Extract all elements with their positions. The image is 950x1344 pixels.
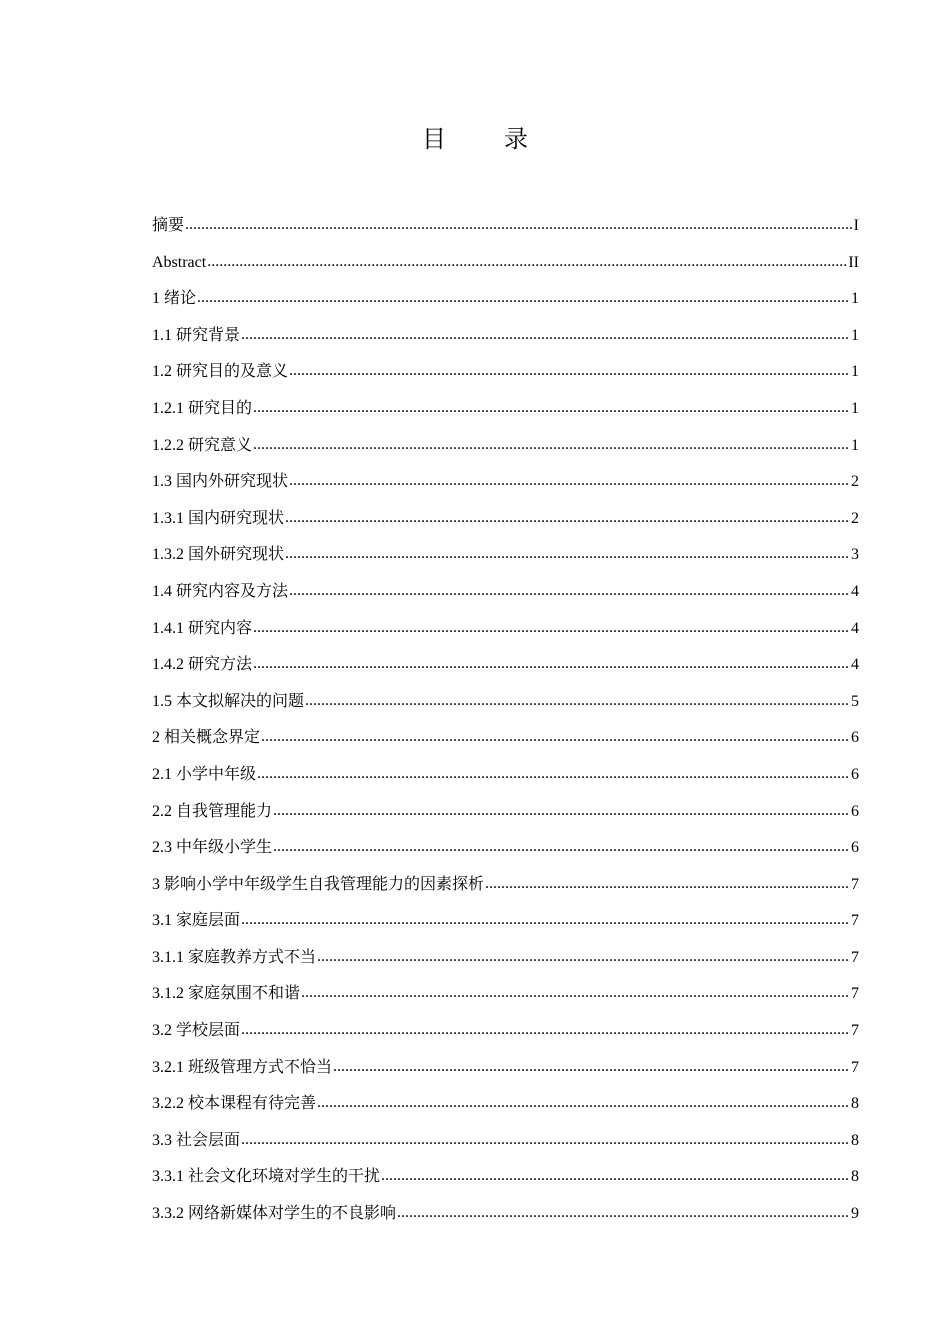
toc-entry-page-number: 3 (851, 546, 859, 564)
toc-entry-label: 3 影响小学中年级学生自我管理能力的因素探析 (152, 875, 485, 893)
toc-entry-label: 1.4.1 研究内容 (152, 619, 253, 637)
toc-leader-dots (253, 390, 850, 427)
toc-entry-page-number: 1 (851, 399, 859, 417)
toc-entry-page-number: 1 (851, 436, 859, 454)
toc-entry[interactable] (152, 720, 859, 757)
toc-entry[interactable] (152, 684, 859, 721)
toc-leader-dots (397, 1195, 850, 1232)
toc-entry-page-number: 7 (851, 1022, 859, 1040)
toc-entry[interactable] (152, 1123, 859, 1160)
toc-entry-page-number: 7 (851, 875, 859, 893)
toc-entry[interactable] (152, 428, 859, 465)
toc-entry-page-number: 4 (851, 619, 859, 637)
toc-entry-label: 1.4.2 研究方法 (152, 656, 253, 674)
toc-entry-page-number: 2 (851, 473, 859, 491)
toc-entry-page-number: 7 (851, 985, 859, 1003)
toc-leader-dots (485, 866, 850, 903)
toc-entry-label: 3.2.2 校本课程有待完善 (152, 1095, 317, 1113)
toc-entry-label: 3.2 学校层面 (152, 1022, 241, 1040)
toc-entry-page-number: 7 (851, 912, 859, 930)
toc-leader-dots (333, 1049, 850, 1086)
toc-leader-dots (185, 207, 853, 244)
toc-entry[interactable] (152, 830, 859, 867)
toc-leader-dots (285, 536, 850, 573)
toc-entry[interactable] (152, 1196, 859, 1233)
toc-entry-label: 1.5 本文拟解决的问题 (152, 692, 305, 710)
toc-entry[interactable] (152, 757, 859, 794)
toc-entry[interactable] (152, 1086, 859, 1123)
toc-entry[interactable] (152, 940, 859, 977)
toc-entry-page-number: 4 (851, 656, 859, 674)
toc-entry-label: 1.2.1 研究目的 (152, 399, 253, 417)
toc-leader-dots (273, 793, 850, 830)
toc-entry[interactable] (152, 903, 859, 940)
toc-entry-label: 1 绪论 (152, 290, 197, 308)
toc-entry[interactable] (152, 208, 859, 245)
toc-entry-page-number: 6 (851, 765, 859, 783)
toc-entry-label: 1.2 研究目的及意义 (152, 363, 289, 381)
toc-entry-page-number: 4 (851, 582, 859, 600)
toc-entry-label: 3.1 家庭层面 (152, 912, 241, 930)
toc-entry-page-number: 6 (851, 802, 859, 820)
toc-entry[interactable] (152, 537, 859, 574)
toc-entry-label: Abstract (152, 253, 207, 271)
toc-leader-dots (261, 719, 850, 756)
toc-leader-dots (381, 1158, 850, 1195)
toc-entry-page-number: I (853, 217, 859, 234)
toc-leader-dots (317, 939, 850, 976)
toc-leader-dots (241, 1012, 850, 1049)
toc-entry[interactable] (152, 245, 859, 282)
toc-leader-dots (301, 975, 850, 1012)
toc-entry[interactable] (152, 464, 859, 501)
toc-entry-label: 2.3 中年级小学生 (152, 839, 273, 857)
toc-leader-dots (241, 1122, 850, 1159)
toc-entry-label: 3.1.2 家庭氛围不和谐 (152, 985, 301, 1003)
toc-entry[interactable] (152, 794, 859, 831)
toc-entry-label: 3.3 社会层面 (152, 1131, 241, 1149)
toc-leader-dots (273, 829, 850, 866)
toc-leader-dots (241, 902, 850, 939)
toc-leader-dots (289, 353, 850, 390)
toc-entry[interactable] (152, 1159, 859, 1196)
toc-entry-label: 2.1 小学中年级 (152, 765, 257, 783)
toc-entry-page-number: 1 (851, 290, 859, 308)
toc-entry-page-number: 6 (851, 839, 859, 857)
toc-entry-label: 3.1.1 家庭教养方式不当 (152, 948, 317, 966)
toc-entry-label: 3.3.2 网络新媒体对学生的不良影响 (152, 1205, 397, 1223)
toc-leader-dots (289, 463, 850, 500)
toc-entry-label: 1.4 研究内容及方法 (152, 582, 289, 600)
toc-entry-label: 1.3.2 国外研究现状 (152, 546, 285, 564)
toc-leader-dots (253, 610, 850, 647)
toc-leader-dots (289, 573, 850, 610)
toc-entry-page-number: 7 (851, 948, 859, 966)
toc-leader-dots (207, 244, 847, 281)
toc-leader-dots (285, 500, 850, 537)
toc-entry-page-number: 8 (851, 1131, 859, 1149)
toc-entry[interactable] (152, 1050, 859, 1087)
toc-entry[interactable] (152, 574, 859, 611)
toc-entry-page-number: 9 (851, 1205, 859, 1223)
toc-entry-page-number: 8 (851, 1095, 859, 1113)
toc-entry[interactable] (152, 354, 859, 391)
toc-entry-page-number: 7 (851, 1058, 859, 1076)
toc-leader-dots (305, 683, 850, 720)
toc-entry-page-number: 2 (851, 509, 859, 527)
toc-title: 目 录 (422, 127, 554, 153)
toc-entry-page-number: 1 (851, 326, 859, 344)
toc-entry-label: 2 相关概念界定 (152, 729, 261, 747)
toc-entry-page-number: 1 (851, 363, 859, 381)
toc-entry-label: 1.2.2 研究意义 (152, 436, 253, 454)
toc-leader-dots (253, 646, 850, 683)
toc-entry-page-number: 5 (851, 692, 859, 710)
toc-entry[interactable] (152, 501, 859, 538)
toc-entry[interactable] (152, 647, 859, 684)
toc-entry[interactable] (152, 391, 859, 428)
toc-entry-label: 2.2 自我管理能力 (152, 802, 273, 820)
toc-entry-label: 3.3.1 社会文化环境对学生的干扰 (152, 1168, 381, 1186)
toc-leader-dots (241, 317, 850, 354)
toc-entry-label: 摘要 (152, 217, 185, 234)
toc-entry-label: 1.1 研究背景 (152, 326, 241, 344)
toc-list (152, 208, 859, 1233)
toc-entry-label: 1.3 国内外研究现状 (152, 473, 289, 491)
toc-entry[interactable] (152, 1013, 859, 1050)
toc-entry[interactable] (152, 611, 859, 648)
toc-entry[interactable] (152, 318, 859, 355)
toc-entry[interactable] (152, 867, 859, 904)
toc-leader-dots (253, 427, 850, 464)
toc-entry[interactable] (152, 281, 859, 318)
toc-entry-label: 1.3.1 国内研究现状 (152, 509, 285, 527)
toc-leader-dots (257, 756, 850, 793)
toc-leader-dots (317, 1085, 850, 1122)
toc-entry[interactable] (152, 976, 859, 1013)
toc-entry-page-number: 8 (851, 1168, 859, 1186)
toc-entry-page-number: II (848, 253, 859, 271)
toc-entry-page-number: 6 (851, 729, 859, 747)
toc-entry-label: 3.2.1 班级管理方式不恰当 (152, 1058, 333, 1076)
toc-leader-dots (197, 280, 850, 317)
